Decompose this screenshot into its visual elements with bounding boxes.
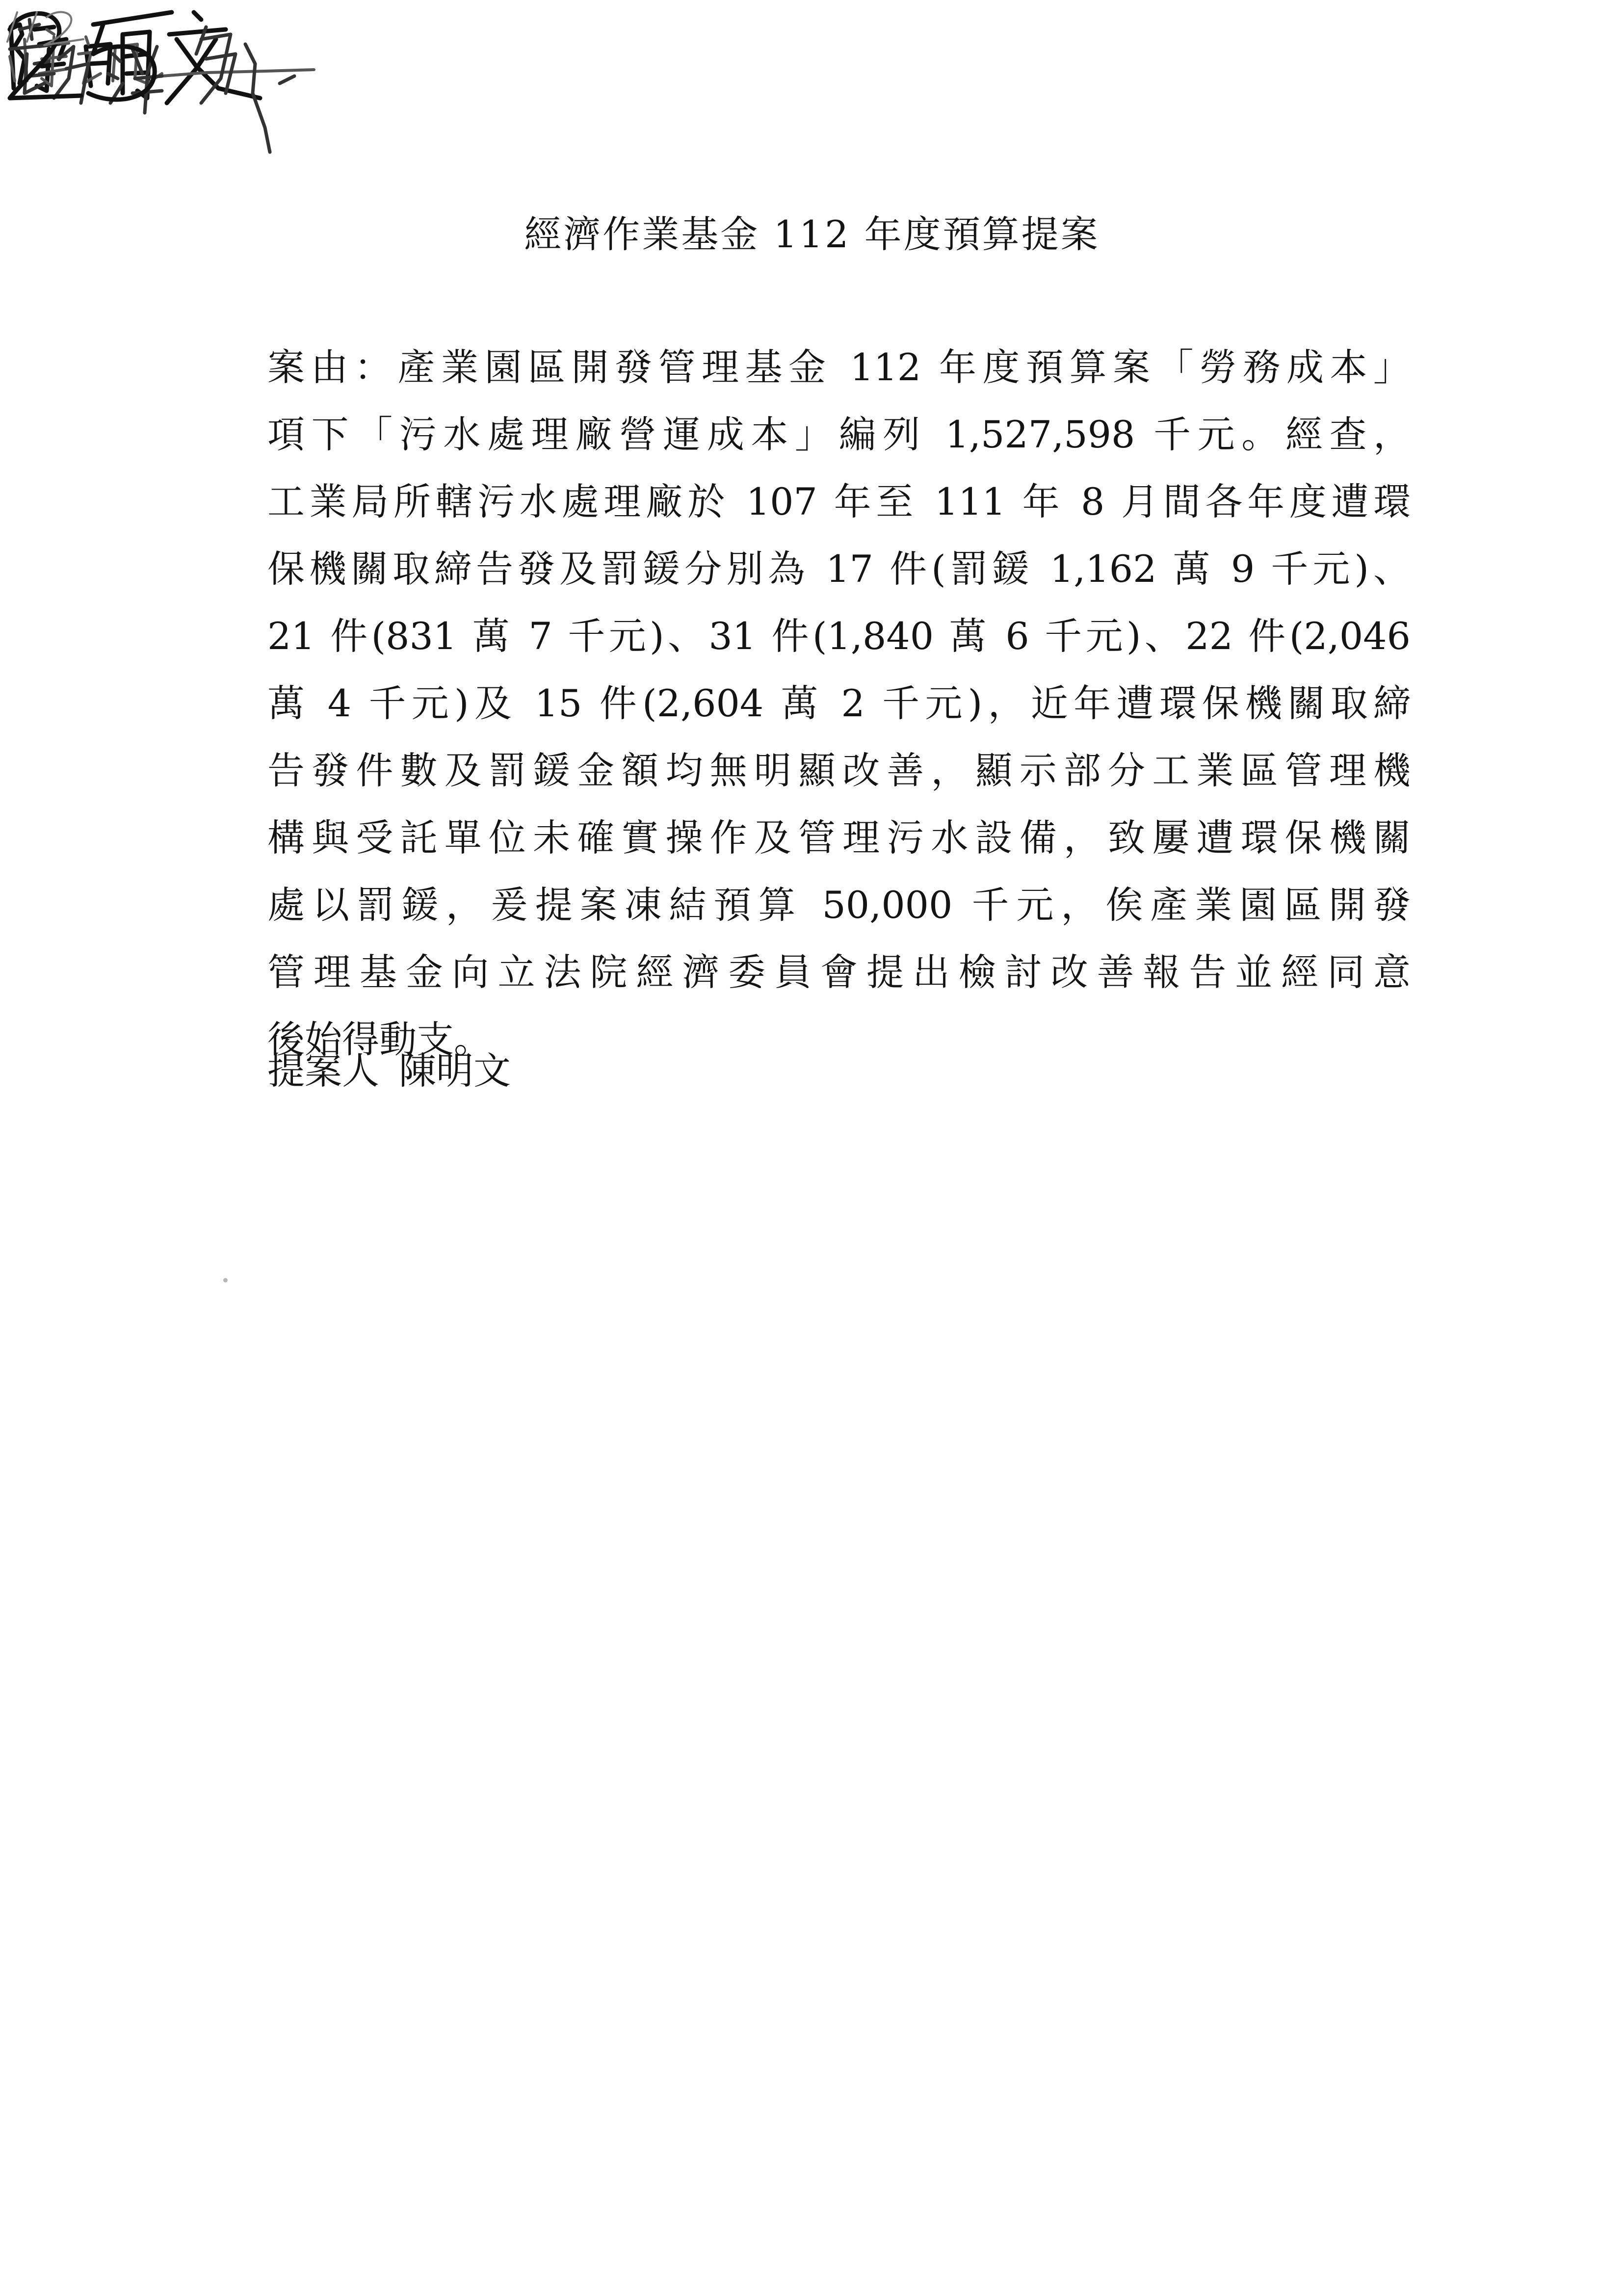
- body-line: 保機關取締告發及罰鍰分別為 17 件(罰鍰 1,162 萬 9 千元)、: [267, 547, 1411, 591]
- body-line: 構與受託單位未確實操作及管理污水設備，致屢遭環保機關: [267, 816, 1411, 860]
- proposer-line: [267, 1049, 511, 1093]
- body-line: 告發件數及罰鍰金額均無明顯改善，顯示部分工業區管理機: [267, 749, 1411, 792]
- body-line: 管理基金向立法院經濟委員會提出檢討改善報告並經同意: [267, 950, 1411, 994]
- body-line: 處以罰鍰，爰提案凍結預算 50,000 千元，俟產業園區開發: [267, 883, 1411, 927]
- proposer-name: 陳明文: [399, 1049, 511, 1093]
- body-line: 工業局所轄污水處理廠於 107 年至 111 年 8 月間各年度遭環: [267, 480, 1411, 523]
- scan-speck: [223, 1278, 228, 1282]
- document-body: [267, 334, 1411, 1073]
- body-line: 案由：產業園區開發管理基金 112 年度預算案「勞務成本」: [267, 345, 1411, 389]
- body-line: 後始得動支。: [267, 1018, 491, 1061]
- body-line: 21 件(831 萬 7 千元)、31 件(1,840 萬 6 千元)、22 件(2,046: [267, 614, 1411, 658]
- body-line: 萬 4 千元)及 15 件(2,604 萬 2 千元)，近年遭環保機關取締: [267, 681, 1411, 725]
- proposer-label: 提案人: [267, 1049, 379, 1093]
- handwritten-page-stamp-image: [0, 0, 93, 54]
- body-line: 項下「污水處理廠營運成本」編列 1,527,598 千元。經查，: [267, 413, 1411, 456]
- document-title: 經濟作業基金 112 年度預算提案: [524, 212, 1100, 256]
